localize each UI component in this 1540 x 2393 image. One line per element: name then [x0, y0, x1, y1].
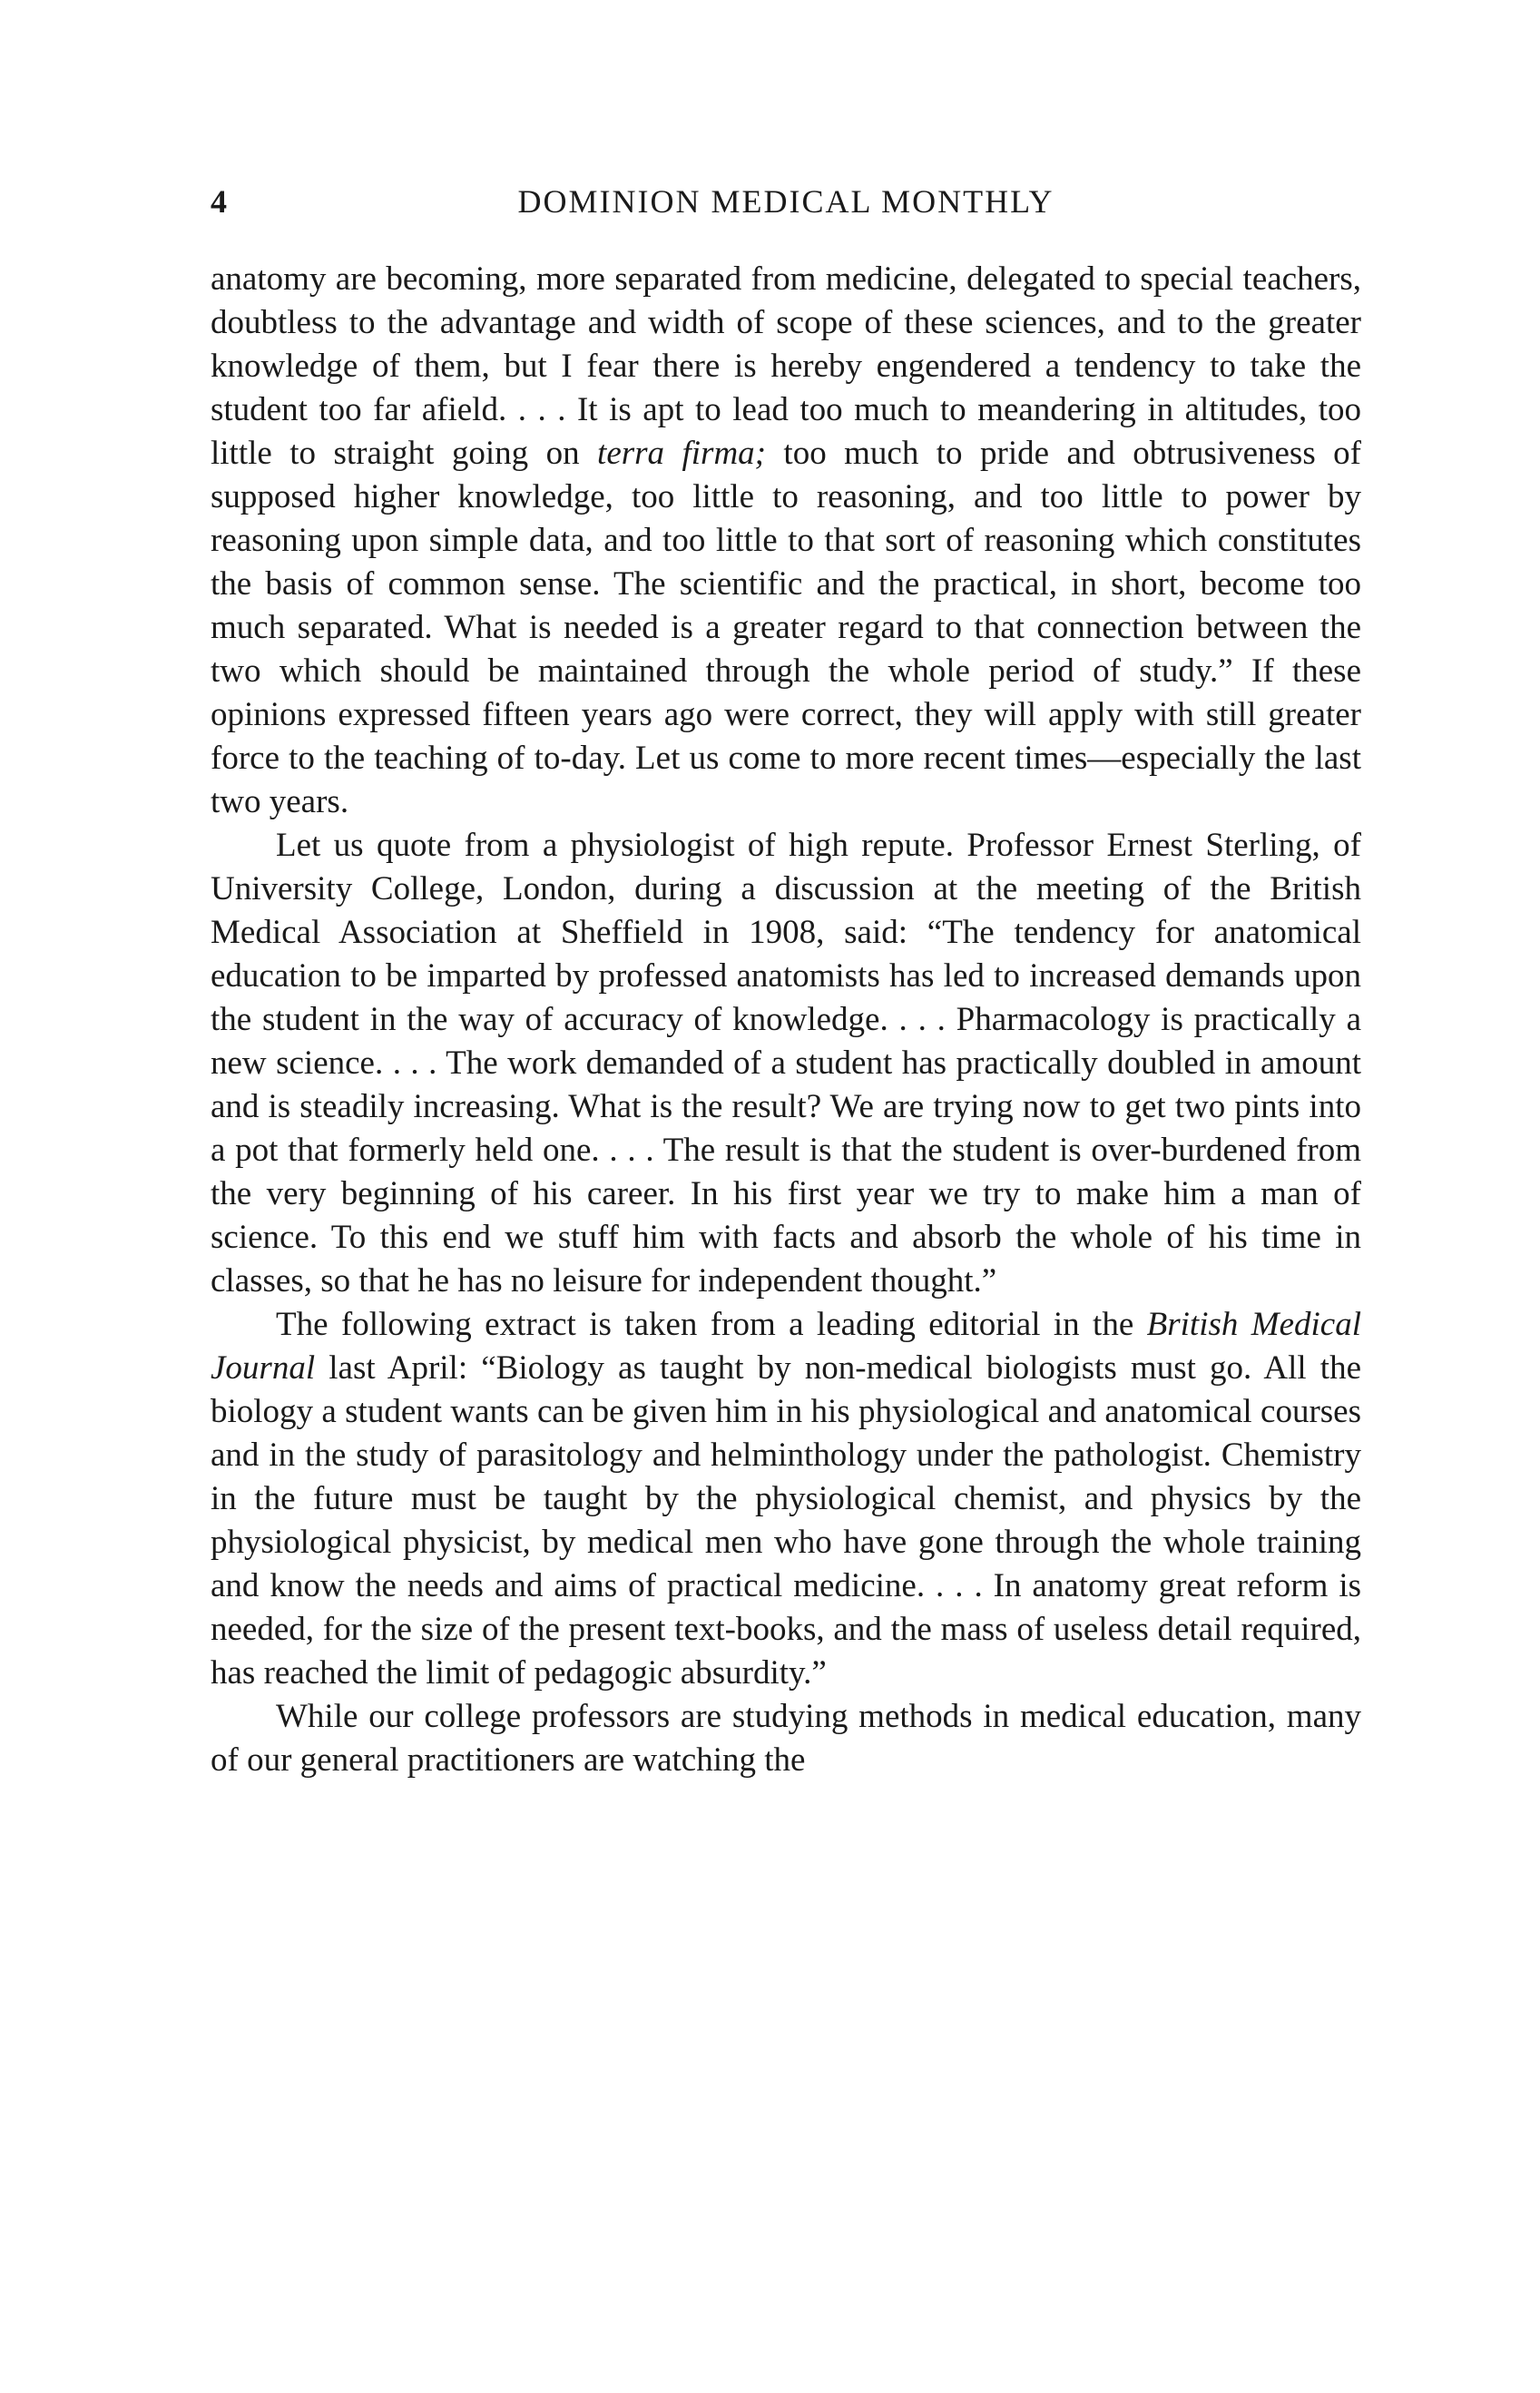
- paragraph-sterling-quote: [211, 824, 1361, 1303]
- paragraph-bmj-editorial: [211, 1303, 1361, 1695]
- article-body: [211, 258, 1361, 1782]
- italic-phrase-terra-firma: terra firma;: [597, 435, 766, 472]
- journal-title: DOMINION MEDICAL MONTHLY: [517, 183, 1054, 220]
- running-head: [211, 178, 1361, 225]
- text-segment: anatomy are becoming, more separated from medicine, delegated to special teachers, doubtless to the advantage and width of scope of these sciences, and to the greater knowledge of them, but I fear there is hereby engendered a tendency to take the student too far afield. . . . It is apt to lead too much to meandering in altitudes, too little to straight going on: [211, 260, 1361, 472]
- page-number: 4: [211, 183, 227, 220]
- text-segment: Let us quote from a physiologist of high repute. Professor Ernest Sterling, of University College, London, during a discussion at the meeting of the British Medical Association at Sheffield in 1908, said: “The tendency for anatomical education to be imparted by professed anatomists has led to increased demands upon the student in the way of accuracy of knowledge. . . . Pharmacology is practically a new science. . . . The work demanded of a student has practically doubled in amount and is steadily increasing. What is the result? We are trying now to get two pints into a pot that formerly held one. . . . The result is that the student is over-burdened from the very beginning of his career. In his first year we try to make him a man of science. To this end we stuff him with facts and absorb the whole of his time in classes, so that he has no leisure for independent thought.”: [211, 827, 1361, 1299]
- italic-journal-name: British Medical Journal: [211, 1306, 1361, 1387]
- paragraph-continuation: [211, 258, 1361, 824]
- text-segment: While our college professors are studying methods in medical education, many of our general practitioners are watching the: [211, 1698, 1361, 1779]
- text-segment: too much to pride and obtrusiveness of supposed higher knowledge, too little to reasoning, and too little to power by reasoning upon simple data, and too little to that sort of reasoning which constitutes the basis of common sense. The scientific and the practical, in short, become too much separated. What is needed is a greater regard to that connection between the two which should be maintained through the whole period of study.” If these opinions expressed fifteen years ago were correct, they will apply with still greater force to the teaching of to-day. Let us come to more recent times—especially the last two years.: [211, 435, 1361, 820]
- paragraph-closing: [211, 1695, 1361, 1782]
- text-segment: last April: “Biology as taught by non-medical biologists must go. All the biology a student wants can be given him in his physiological and anatomical courses and in the study of parasitology and helminthology under the pathologist. Chemistry in the future must be taught by the physiological chemist, and physics by the physiological physicist, by medical men who have gone through the whole training and know the needs and aims of practical medicine. . . . In anatomy great reform is needed, for the size of the present text-books, and the mass of useless detail required, has reached the limit of pedagogic absurdity.”: [211, 1349, 1361, 1692]
- text-segment: The following extract is taken from a leading editorial in the: [276, 1306, 1147, 1343]
